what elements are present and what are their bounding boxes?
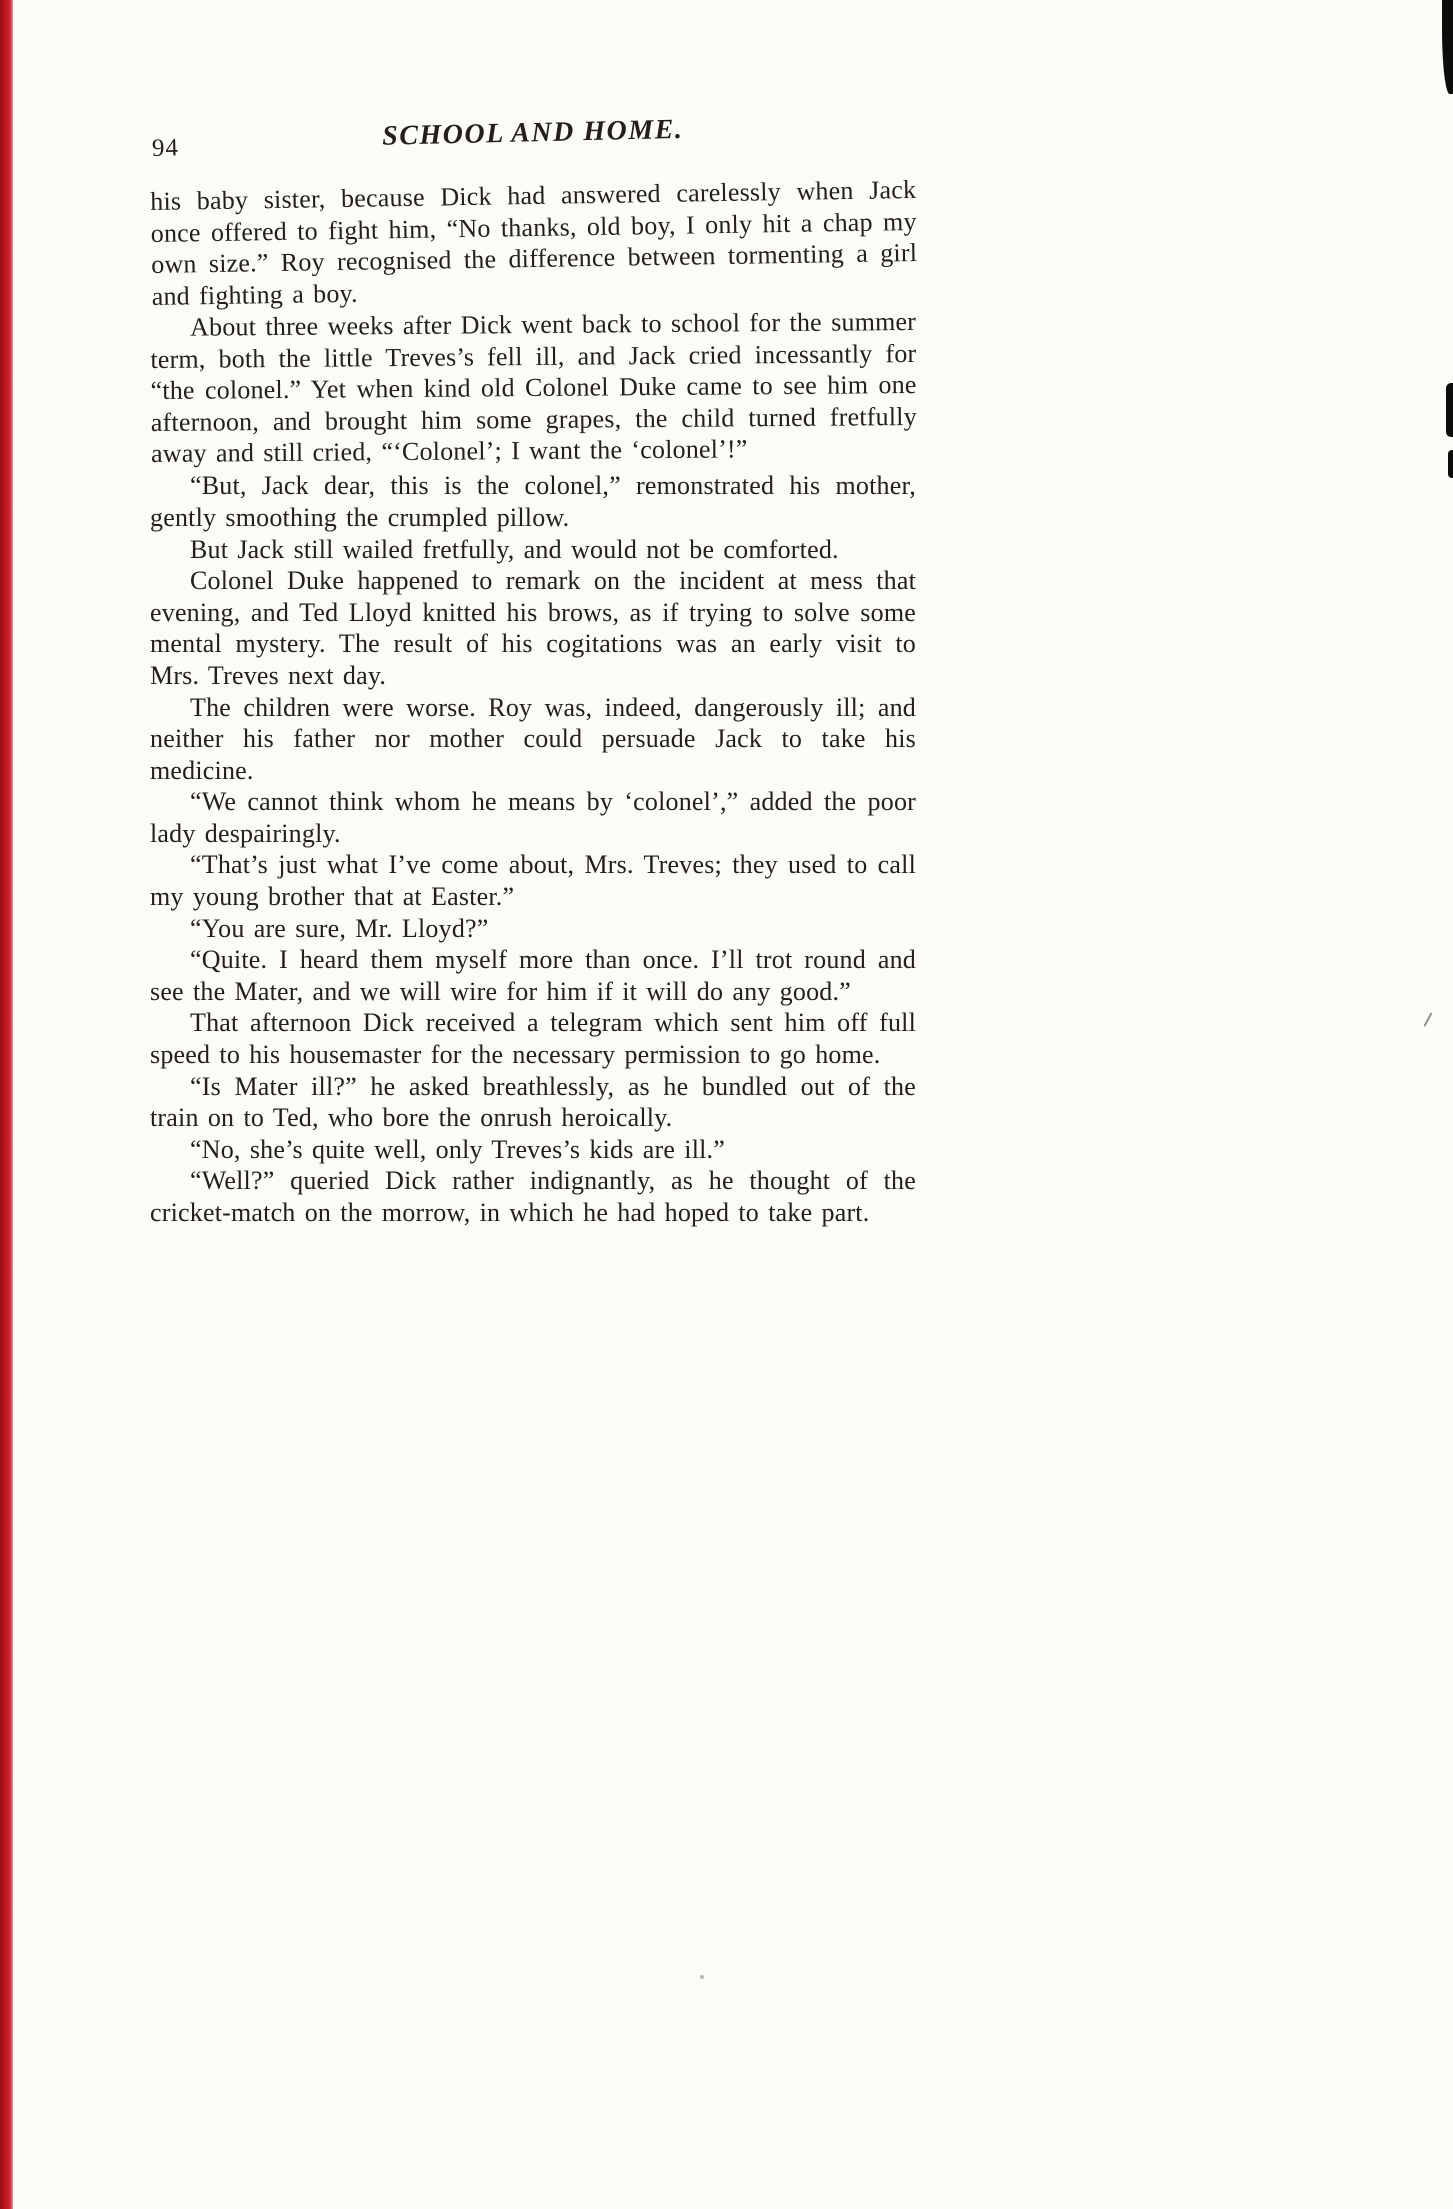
paragraph: About three weeks after Dick went back to school for the summer term, both the little Treves’s fell ill, and Jack cried incessantly for “the colonel.” Yet when kind old Colonel Duke came to see him one afternoon, and brought him some grapes, the child turned fretfully away and still cried, “‘Colonel’; I want the ‘colonel’!” [150,307,917,469]
scan-artifact-right-edge [1446,383,1453,437]
page-header [150,109,917,170]
paragraph: That afternoon Dick received a telegram which sent him off full speed to his housemaster for the necessary permission to go home. [150,1008,916,1070]
paragraph: But Jack still wailed fretfully, and would not be comforted. [190,534,839,564]
paragraph: “Well?” queried Dick rather indignantly, as he thought of the cricket-match on the morrow, in which he had hoped to take part. [150,1166,916,1227]
scan-artifact-speck [700,1975,704,1979]
paragraph: “No, she’s quite well, only Treves’s kids are ill.” [190,1134,725,1164]
paragraph: Colonel Duke happened to remark on the incident at mess that evening, and Ted Lloyd knitted his brows, as if trying to solve some mental mystery. The result of his cogitations was an early visit to Mrs. Treves next day. [150,566,916,690]
paragraph: his baby sister, because Dick had answered carelessly when Jack once offered to fight him, “No thanks, old boy, I only hit a chap my own size.” Roy recognised the difference between tormenting a girl and fighting a boy. [150,174,918,311]
paragraph: “You are sure, Mr. Lloyd?” [190,913,489,943]
scan-artifact-right-edge [1448,450,1453,478]
running-title: SCHOOL AND HOME. [381,113,684,152]
book-spine-edge [0,0,13,2209]
scan-artifact-top-right [1442,0,1453,94]
paragraph: “That’s just what I’ve come about, Mrs. Treves; they used to call my young brother that at Easter.” [150,850,916,912]
paragraph: “Is Mater ill?” he asked breathlessly, as he bundled out of the train on to Ted, who bore the onrush heroically. [150,1071,916,1133]
body-text [150,174,918,1229]
printed-page [150,113,918,1229]
paragraph: “But, Jack dear, this is the colonel,” remonstrated his mother, gently smoothing the crumpled pillow. [150,471,916,532]
paragraph: The children were worse. Roy was, indeed, dangerously ill; and neither his father nor mother could persuade Jack to take his medicine. [150,692,916,785]
scan-artifact-pen-tick [1424,1012,1433,1026]
page-number: 94 [151,134,180,162]
paragraph: “We cannot think whom he means by ‘colonel’,” added the poor lady despairingly. [150,787,916,848]
paragraph: “Quite. I heard them myself more than once. I’ll trot round and see the Mater, and we will wire for him if it will do any good.” [150,945,916,1006]
